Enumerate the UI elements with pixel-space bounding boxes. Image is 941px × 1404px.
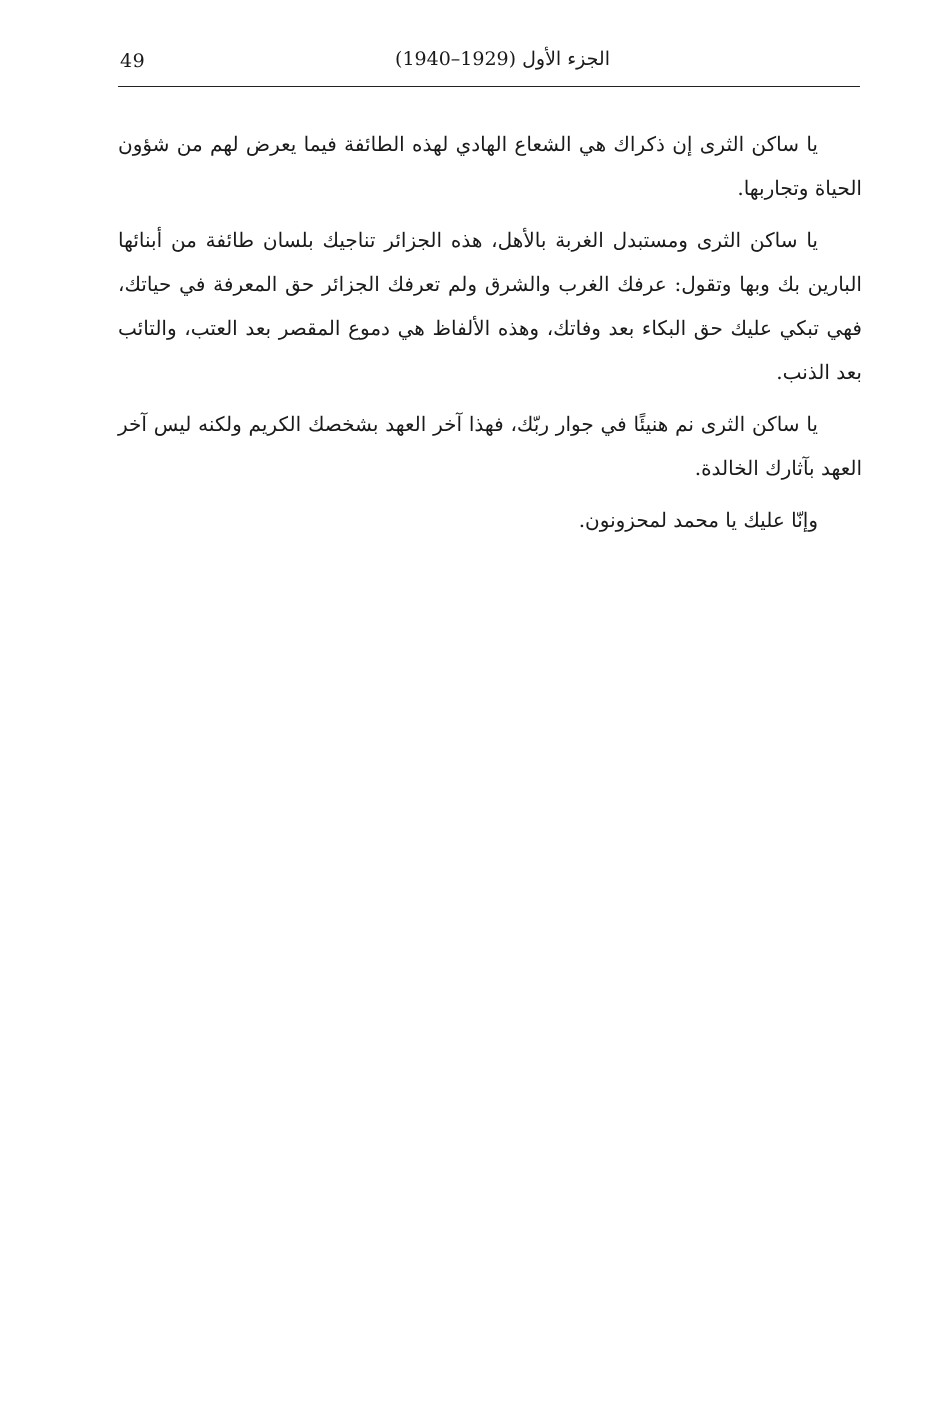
paragraph: وإنّا عليك يا محمد لمحزونون. xyxy=(578,508,818,532)
page-header xyxy=(118,44,860,87)
paragraph: يا ساكن الثرى إن ذكراك هي الشعاع الهادي لهذه الطائفة فيما يعرض لهم من شؤون الحياة وتجاربها. xyxy=(118,132,862,200)
page-number: 49 xyxy=(120,50,146,72)
body-text xyxy=(118,122,862,550)
paragraph: يا ساكن الثرى ومستبدل الغربة بالأهل، هذه الجزائر تناجيك بلسان طائفة من أبنائها البارين بك وبها وتقول: عرفك الغرب والشرق ولم تعرفك الجزائر حق المعرفة في حياتك، فهي تبكي عليك حق البكاء بعد وفاتك، وهذه الألفاظ هي دموع المقصر بعد العتب، والتائب بعد الذنب. xyxy=(118,228,862,384)
running-head: الجزء الأول (1929–1940) xyxy=(395,48,610,70)
paragraph: يا ساكن الثرى نم هنيئًا في جوار ربّك، فهذا آخر العهد بشخصك الكريم ولكنه ليس آخر العهد بآثارك الخالدة. xyxy=(118,412,862,480)
